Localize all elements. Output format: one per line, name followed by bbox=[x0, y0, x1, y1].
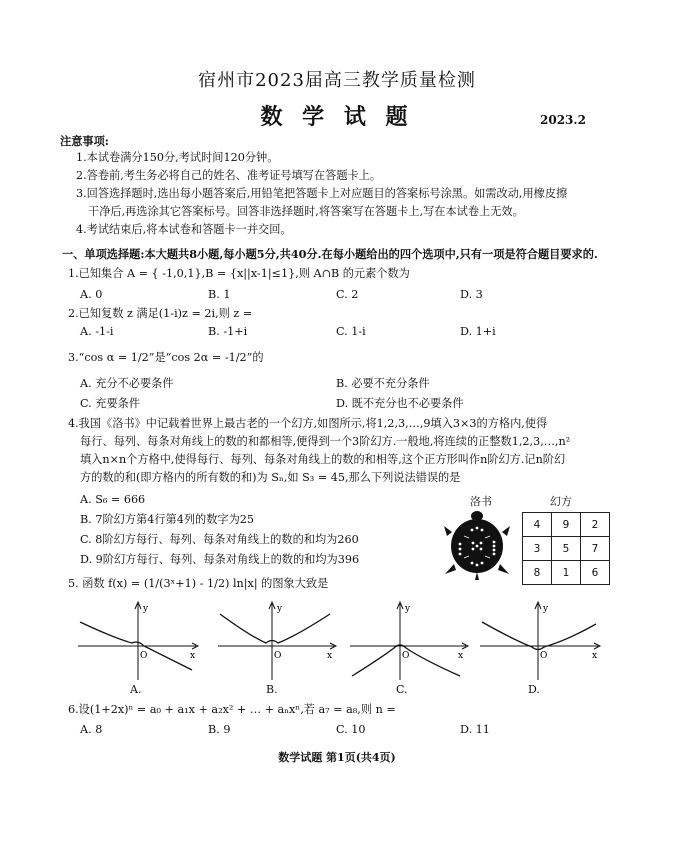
notice-heading: 注意事项: bbox=[60, 134, 109, 148]
q6-option-c: C. 10 bbox=[336, 723, 366, 736]
q4-option-c: C. 8阶幻方每行、每列、每条对角线上的数的和均为260 bbox=[80, 533, 359, 546]
q3-option-a: A. 充分不必要条件 bbox=[80, 377, 174, 390]
q2-option-b: B. -1+i bbox=[208, 325, 248, 338]
q4-option-d: D. 9阶幻方每行、每列、每条对角线上的数的和均为396 bbox=[80, 553, 360, 566]
graph-c-label: C. bbox=[396, 683, 408, 696]
q6-option-b: B. 9 bbox=[208, 723, 231, 736]
exam-title: 宿州市2023届高三教学质量检测 bbox=[198, 70, 476, 91]
graph-a-x-label: x bbox=[190, 651, 196, 661]
graph-b-origin: O bbox=[274, 651, 282, 661]
graph-d-origin: O bbox=[540, 651, 548, 661]
q2-option-a: A. -1-i bbox=[80, 325, 114, 338]
q1-option-b: B. 1 bbox=[208, 288, 231, 301]
q6-option-a: A. 8 bbox=[80, 723, 103, 736]
notice-item: 2.答卷前,考生务必将自己的姓名、准考证号填写在答题卡上。 bbox=[76, 169, 382, 182]
magic-cell: 8 bbox=[523, 561, 552, 585]
question-4-line: 4.我国《洛书》中记载着世界上最古老的一个幻方,如图所示,将1,2,3,…,9填入3×3的方格内,使得 bbox=[68, 417, 548, 430]
magic-square-grid bbox=[522, 512, 610, 585]
graph-b bbox=[214, 600, 340, 682]
graph-c-origin: O bbox=[402, 651, 410, 661]
graph-a-y-label: y bbox=[143, 604, 149, 614]
notice-item: 3.回答选择题时,选出每小题答案后,用铅笔把答题卡上对应题目的答案标号涂黑。如需改动,用橡皮擦 bbox=[76, 187, 568, 200]
magic-cell: 1 bbox=[552, 561, 581, 585]
question-6-stem: 6.设(1+2x)ⁿ = a₀ + a₁x + a₂x² + … + aₙxⁿ,若 a₇ = a₈,则 n = bbox=[68, 703, 396, 716]
graph-c-x-label: x bbox=[458, 651, 464, 661]
page-footer: 数学试题 第1页(共4页) bbox=[278, 751, 396, 764]
magic-cell: 9 bbox=[552, 513, 581, 537]
graph-c bbox=[346, 600, 472, 682]
q6-option-d: D. 11 bbox=[460, 723, 490, 736]
graph-b-label: B. bbox=[266, 683, 278, 696]
notice-item: 1.本试卷满分150分,考试时间120分钟。 bbox=[76, 151, 279, 164]
magic-cell: 3 bbox=[523, 537, 552, 561]
graph-d-x-label: x bbox=[592, 651, 598, 661]
magic-cell: 2 bbox=[581, 513, 610, 537]
question-4-line: 方的数的和(即方格内的所有数的和)为 Sₙ,如 S₃ = 45,那么下列说法错误的是 bbox=[80, 471, 461, 484]
question-5-stem: 5. 函数 f(x) = (1/(3ˣ+1) - 1/2) ln|x| 的图象大致是 bbox=[68, 577, 329, 590]
q3-option-c: C. 充要条件 bbox=[80, 397, 141, 410]
exam-date: 2023.2 bbox=[540, 113, 586, 127]
q1-option-a: A. 0 bbox=[80, 288, 103, 301]
section-heading: 一、单项选择题:本大题共8小题,每小题5分,共40分.在每小题给出的四个选项中,只有一项是符合题目要求的. bbox=[62, 247, 598, 261]
question-4-line: 填入n×n个方格中,使得每行、每列、每条对角线上的数的和相等,这个正方形叫作n阶幻方.记n阶幻 bbox=[80, 453, 566, 466]
graph-a bbox=[74, 600, 204, 682]
magic-cell: 7 bbox=[581, 537, 610, 561]
notice-item: 4.考试结束后,将本试卷和答题卡一并交回。 bbox=[76, 223, 292, 236]
magic-cell: 4 bbox=[523, 513, 552, 537]
graph-a-origin: O bbox=[140, 651, 148, 661]
q1-option-c: C. 2 bbox=[336, 288, 359, 301]
q3-option-b: B. 必要不充分条件 bbox=[336, 377, 430, 390]
q2-option-c: C. 1-i bbox=[336, 325, 366, 338]
graph-d-label: D. bbox=[528, 683, 540, 696]
graph-a-label: A. bbox=[130, 683, 142, 696]
magic-square-label: 幻方 bbox=[550, 495, 572, 508]
question-4-line: 每行、每列、每条对角线上的数的和都相等,便得到一个3阶幻方.一般地,将连续的正整数1,2,3,…,n² bbox=[80, 435, 571, 448]
magic-cell: 6 bbox=[581, 561, 610, 585]
graph-c-y-label: y bbox=[405, 604, 411, 614]
graph-b-x-label: x bbox=[327, 651, 333, 661]
q4-option-a: A. S₆ = 666 bbox=[80, 493, 146, 506]
magic-cell: 5 bbox=[552, 537, 581, 561]
notice-item: 干净后,再选涂其它答案标号。回答非选择题时,将答案写在答题卡上,写在本试卷上无效。 bbox=[88, 205, 524, 218]
q4-option-b: B. 7阶幻方第4行第4列的数字为25 bbox=[80, 513, 254, 526]
subject-title: 数 学 试 题 bbox=[260, 104, 414, 130]
q3-option-d: D. 既不充分也不必要条件 bbox=[336, 397, 464, 410]
luoshu-label: 洛书 bbox=[470, 495, 492, 508]
question-3-stem: 3.“cos α = 1/2”是“cos 2α = -1/2”的 bbox=[68, 351, 264, 364]
question-1-stem: 1.已知集合 A = { -1,0,1},B = {x||x-1|≤1},则 A∩B 的元素个数为 bbox=[68, 267, 410, 280]
luoshu-turtle-figure bbox=[442, 508, 512, 580]
q1-option-d: D. 3 bbox=[460, 288, 483, 301]
graph-d bbox=[476, 600, 606, 682]
q2-option-d: D. 1+i bbox=[460, 325, 496, 338]
graph-d-y-label: y bbox=[543, 604, 549, 614]
question-2-stem: 2.已知复数 z 满足(1-i)z = 2i,则 z = bbox=[68, 307, 253, 320]
graph-b-y-label: y bbox=[277, 604, 283, 614]
